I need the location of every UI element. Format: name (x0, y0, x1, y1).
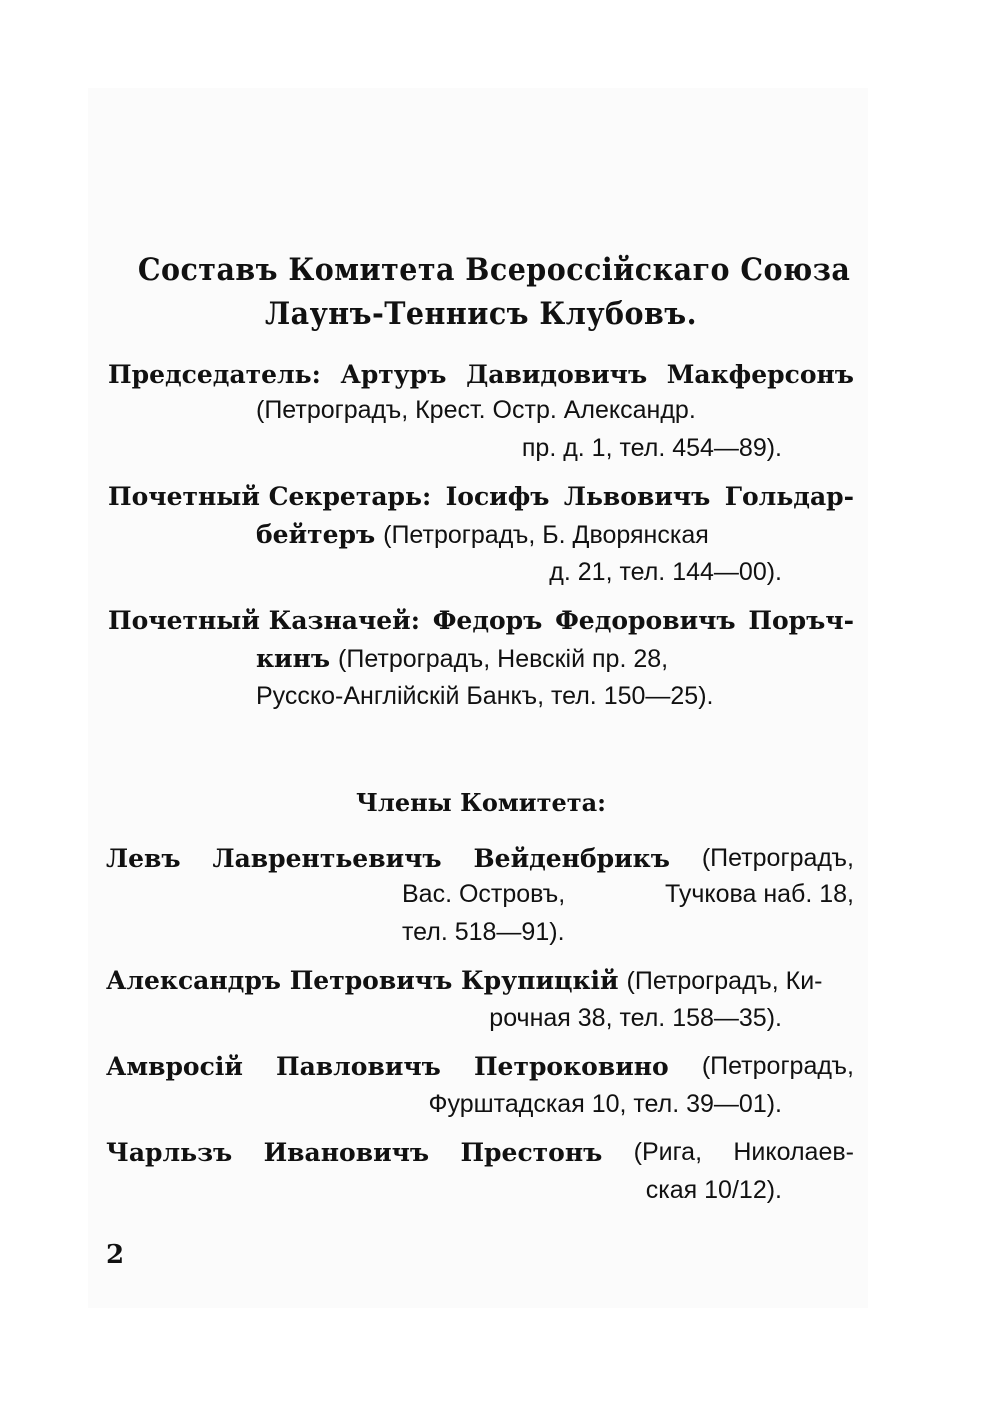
member-address-line (402, 882, 854, 907)
member-name: Александръ Петровичъ Крупицкій (106, 966, 619, 995)
officer-first-name: Артуръ (340, 360, 447, 389)
member-address-part: Тучкова наб. 18, (664, 880, 854, 908)
officer-chairman (108, 362, 854, 387)
officer-patronymic: Федоровичъ (555, 606, 736, 635)
officer-surname-cont: кинъ (256, 644, 331, 673)
member-address: (Рига, (633, 1138, 703, 1166)
officer-treasurer (108, 608, 854, 633)
member-address-line: тел. 518—91). (402, 918, 565, 946)
officer-first-name: Федоръ (432, 606, 543, 635)
member-surname: Петроковино (473, 1052, 669, 1081)
officer-role: Почетный Секретарь: (108, 482, 432, 511)
member-address-line: рочная 38, тел. 158—35). (489, 1004, 782, 1032)
member-patronymic: Ивановичъ (263, 1138, 430, 1167)
officer-secretary (108, 484, 854, 509)
officer-first-name: Іосифъ (445, 482, 550, 511)
officer-role: Почетный Казначей: (108, 606, 420, 635)
officer-surname: Поръч- (748, 606, 854, 635)
member-entry (106, 968, 823, 994)
member-first-name: Амвросій (106, 1052, 243, 1081)
member-surname: Вейденбрикъ (473, 844, 670, 873)
officer-role: Председатель: (108, 360, 321, 389)
officer-name-continuation-line (256, 522, 709, 548)
officer-patronymic: Давидовичъ (466, 360, 648, 389)
officer-surname: Макферсонъ (666, 360, 854, 389)
officer-address-line: пр. д. 1, тел. 454—89). (521, 434, 782, 462)
page-title-line2: Лаунъ-Теннисъ Клубовъ. (264, 296, 698, 332)
officer-surname-cont: бейтеръ (256, 520, 376, 549)
member-patronymic: Павловичъ (275, 1052, 441, 1081)
member-first-name: Чарльзъ (106, 1138, 233, 1167)
page-number: 2 (106, 1240, 125, 1270)
member-entry (106, 846, 854, 871)
member-address: (Петроградъ, (701, 844, 854, 872)
member-address-line: ская 10/12). (645, 1176, 782, 1204)
officer-address: (Петроградъ, Невскій пр. 28, (338, 645, 669, 673)
member-address: Николаев- (733, 1138, 854, 1166)
member-address-part: Вас. Островъ, (402, 880, 566, 908)
member-surname: Престонъ (460, 1138, 603, 1167)
officer-address-line: д. 21, тел. 144—00). (549, 558, 782, 586)
officer-surname: Гольдар- (724, 482, 854, 511)
member-address: (Петроградъ, Ки- (626, 967, 823, 995)
member-address: (Петроградъ, (701, 1052, 854, 1080)
member-first-name: Левъ (106, 844, 181, 873)
page-title: Составъ Комитета Всероссійскаго Союза (137, 252, 851, 288)
members-heading: Члены Комитета: (356, 788, 606, 817)
officer-name-continuation-line (256, 646, 668, 672)
member-patronymic: Лаврентьевичъ (212, 844, 442, 873)
officer-address-line: (Петроградъ, Крест. Остр. Александр. (256, 396, 696, 424)
member-entry (106, 1140, 854, 1165)
officer-patronymic: Львовичъ (563, 482, 711, 511)
member-address-line: Фурштадская 10, тел. 39—01). (428, 1090, 782, 1118)
officer-address: (Петроградъ, Б. Дворянская (383, 521, 709, 549)
member-entry (106, 1054, 854, 1079)
officer-address-line: Русско-Англійскій Банкъ, тел. 150—25). (256, 682, 714, 710)
